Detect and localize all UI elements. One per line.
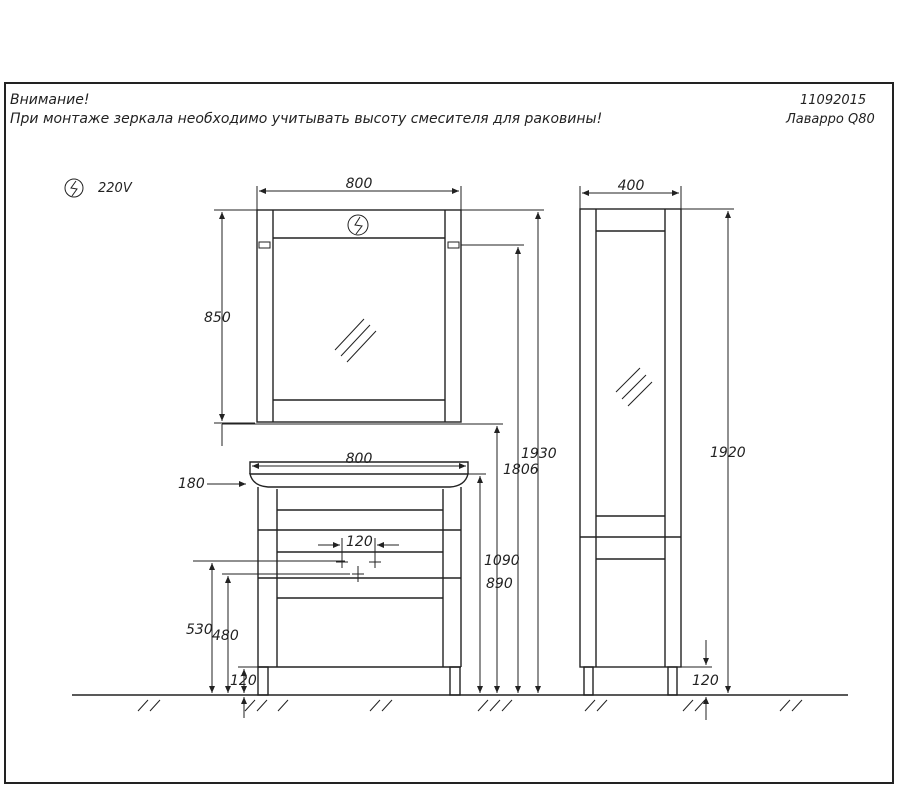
dim-mirror-height-label: 850	[204, 310, 231, 326]
dim-leg-height	[230, 667, 258, 718]
dim-column-width-label: 400	[617, 178, 645, 194]
vanity-leg-left	[258, 667, 268, 695]
dim-column-leg-label: 120	[692, 673, 719, 689]
dim-outlet-height	[186, 561, 345, 693]
dim-column-leg-height	[681, 640, 719, 720]
column-glass-hatch	[616, 368, 652, 406]
mirror-light-right	[448, 242, 459, 248]
dim-overall-height-label: 1930	[521, 446, 557, 462]
dim-basin-top-height	[461, 474, 513, 693]
mirror-glass-hatch	[335, 319, 376, 362]
mirror	[257, 210, 461, 422]
power-label: 220V	[98, 181, 132, 196]
warning-text: При монтаже зеркала необходимо учитывать высоту смесителя для раковины!	[10, 111, 603, 127]
dim-outlet-height-label: 530	[186, 622, 213, 638]
dim-column-height	[681, 209, 746, 693]
dim-mirror-bottom-to-floor	[461, 245, 539, 693]
dim-overall-height	[461, 210, 557, 693]
dim-basin-width	[252, 451, 466, 467]
dim-mirror-height	[204, 210, 257, 423]
dim-cabinet-offset-label: 180	[178, 476, 205, 492]
dim-leg-height-label: 120	[230, 673, 257, 689]
dim-basin-width-label: 800	[345, 451, 373, 467]
dim-mirror-width-label: 800	[345, 176, 373, 192]
dim-tap-spacing-label: 120	[346, 534, 373, 550]
dim-tap-spacing	[318, 534, 399, 568]
dim-mirror-width	[257, 176, 461, 210]
model-name: Лаварро Q80	[786, 112, 875, 127]
dim-drain-height-label: 480	[212, 628, 239, 644]
column-cabinet	[580, 209, 681, 695]
electric-outlet-icon	[65, 179, 83, 197]
dim-mirror-bottom-label: 1806	[503, 462, 539, 478]
dim-column-height-label: 1920	[710, 445, 746, 461]
drain-marker	[352, 566, 364, 582]
mirror-outlet-icon	[348, 215, 368, 235]
column-leg-right	[668, 667, 677, 695]
column-leg-left	[584, 667, 593, 695]
dim-cabinet-offset	[178, 476, 246, 492]
basin	[250, 474, 468, 487]
dim-cabinet-total-label: 1090	[484, 553, 520, 569]
mirror-light-left	[259, 242, 270, 248]
vanity-leg-right	[450, 667, 460, 695]
sheet-border	[5, 83, 893, 783]
document-code: 11092015	[800, 93, 867, 108]
floor-line	[72, 695, 848, 711]
dim-column-width	[580, 178, 681, 209]
dim-basin-top-height-label: 890	[486, 576, 513, 592]
warning-heading: Внимание!	[10, 92, 90, 108]
